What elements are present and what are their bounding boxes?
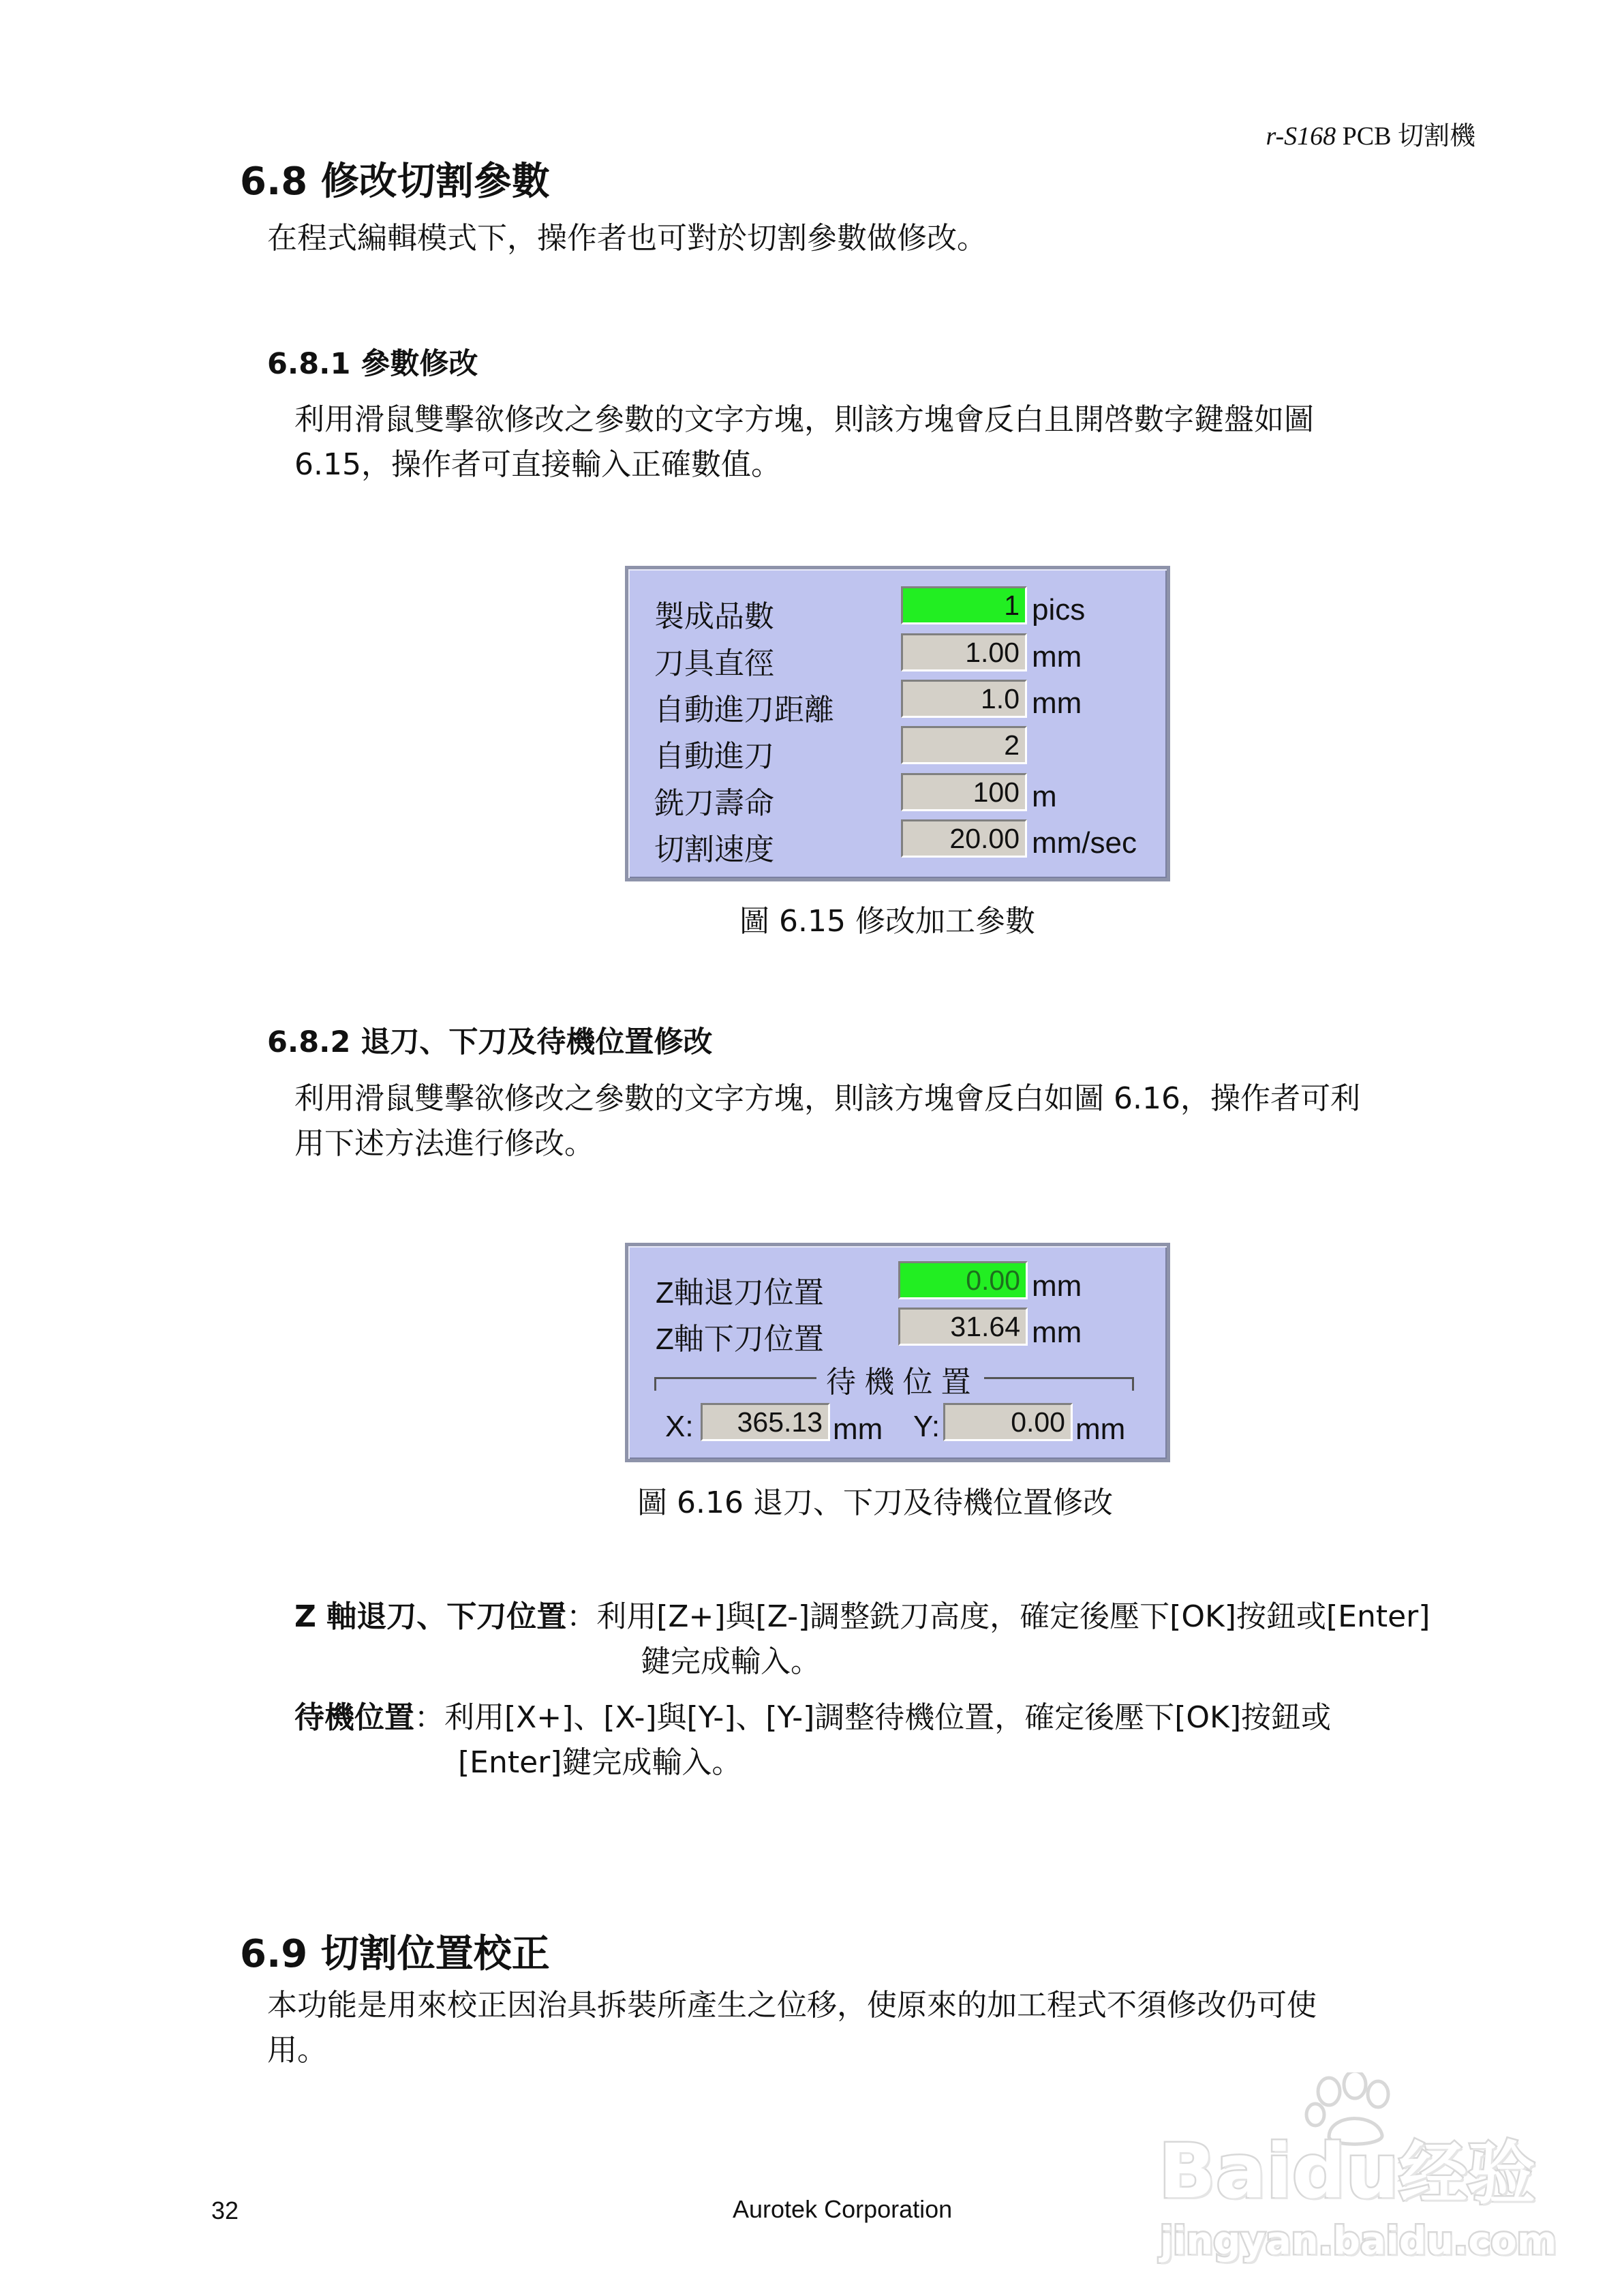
param-unit: pics: [1032, 593, 1086, 626]
watermark-logo-text: Bai: [1159, 2128, 1292, 2215]
z-down-unit: mm: [1032, 1316, 1082, 1349]
param-label: 銑刀壽命: [654, 787, 774, 820]
tool-diameter-field[interactable]: 1.00: [901, 633, 1027, 671]
product-count-field[interactable]: 1: [901, 586, 1027, 624]
y-label: Y:: [913, 1410, 940, 1443]
z-down-label: Z軸下刀位置: [656, 1323, 824, 1356]
page-number: 32: [211, 2196, 239, 2224]
section-6-9-para-line2: 用。: [267, 2033, 327, 2068]
param-row-cutting-speed: [628, 819, 1167, 866]
cutting-speed-field[interactable]: 20.00: [901, 819, 1027, 858]
section-6-8-1-para-line1: 利用滑鼠雙擊欲修改之參數的文字方塊，則該方塊會反白且開啓數字鍵盤如圖: [294, 402, 1314, 437]
group-left-tick: [654, 1377, 656, 1391]
section-6-8-2-para-line2: 用下述方法進行修改。: [294, 1126, 594, 1161]
definition-standby-desc-line1: ：利用[X+]、[X-]與[Y-]、[Y-]調整待機位置，確定後壓下[OK]按鈕或: [414, 1700, 1332, 1735]
y-unit: mm: [1075, 1413, 1126, 1446]
definition-standby: [294, 1696, 1331, 1740]
group-right-tick: [1132, 1377, 1134, 1391]
section-6-8-heading: 6.8 修改切割參數: [240, 160, 550, 204]
definition-standby-term: 待機位置: [294, 1700, 414, 1735]
x-label: X:: [665, 1410, 694, 1443]
z-retract-label: Z軸退刀位置: [656, 1276, 824, 1310]
z-retract-field[interactable]: 0.00: [898, 1261, 1028, 1299]
section-6-8-1-heading: 6.8.1 參數修改: [267, 347, 478, 381]
standby-group-title: 待 機 位 置: [826, 1365, 971, 1399]
param-row-auto-feed: [628, 726, 1167, 773]
param-row-cutter-life: [628, 773, 1167, 820]
definition-z-desc-line2: 鍵完成輸入。: [641, 1644, 821, 1679]
group-line-right: [984, 1377, 1134, 1379]
header-title: PCB 切割機: [1342, 122, 1475, 151]
auto-feed-field[interactable]: 2: [901, 726, 1027, 764]
section-6-8-2-para-line1: 利用滑鼠雙擊欲修改之參數的文字方塊，則該方塊會反白如圖 6.16，操作者可利: [294, 1081, 1360, 1116]
figure-6-15-caption: 圖 6.15 修改加工參數: [739, 904, 1035, 939]
param-row-tool-diameter: [628, 633, 1167, 680]
param-row-auto-feed-distance: [628, 680, 1167, 727]
z-down-field[interactable]: 31.64: [898, 1308, 1028, 1346]
param-label: 自動進刀距離: [654, 693, 834, 727]
figure-6-16-caption: 圖 6.16 退刀、下刀及待機位置修改: [637, 1485, 1113, 1520]
cutting-parameters-panel: [625, 566, 1170, 881]
param-unit: mm/sec: [1032, 826, 1137, 860]
section-6-8-1-para-line2: 6.15，操作者可直接輸入正確數值。: [294, 447, 781, 482]
group-line-left: [654, 1377, 816, 1379]
watermark-logo-du: du: [1291, 2128, 1399, 2215]
z-retract-unit: mm: [1032, 1269, 1082, 1303]
param-unit: mm: [1032, 640, 1082, 674]
y-position-field[interactable]: 0.00: [943, 1403, 1073, 1441]
param-label: 切割速度: [654, 833, 774, 866]
footer-company: Aurotek Corporation: [733, 2195, 953, 2223]
param-unit: mm: [1032, 686, 1082, 720]
section-6-8-2-heading: 6.8.2 退刀、下刀及待機位置修改: [267, 1025, 713, 1059]
header-model: r-S168: [1266, 122, 1336, 151]
section-6-9-para-line1: 本功能是用來校正因治具拆裝所產生之位移，使原來的加工程式不須修改仍可使: [267, 1988, 1317, 2023]
definition-standby-desc-line2: [Enter]鍵完成輸入。: [458, 1745, 742, 1780]
cutter-life-field[interactable]: 100: [901, 773, 1027, 811]
auto-feed-distance-field[interactable]: 1.0: [901, 680, 1027, 718]
param-label: 自動進刀: [654, 740, 774, 773]
x-unit: mm: [833, 1413, 883, 1446]
param-label: 製成品數: [654, 600, 774, 633]
param-row-product-count: [628, 586, 1167, 633]
watermark-logo-cn: 经验: [1398, 2134, 1535, 2214]
baidu-jingyan-watermark: [1159, 2072, 1557, 2277]
section-6-8-intro: 在程式編輯模式下，操作者也可對於切割參數做修改。: [267, 221, 987, 256]
section-6-9-heading: 6.9 切割位置校正: [240, 1932, 550, 1976]
x-position-field[interactable]: 365.13: [701, 1403, 830, 1441]
definition-z-desc-line1: ：利用[Z+]與[Z-]調整銑刀高度，確定後壓下[OK]按鈕或[Enter]: [566, 1599, 1430, 1634]
watermark-url: jingyan.baidu.com: [1160, 2219, 1557, 2263]
param-unit: m: [1032, 780, 1057, 813]
definition-z-axis: [294, 1595, 1430, 1639]
running-header: [1266, 115, 1475, 152]
definition-z-term: Z 軸退刀、下刀位置: [294, 1599, 567, 1634]
param-label: 刀具直徑: [654, 647, 774, 680]
position-settings-panel: [625, 1243, 1170, 1462]
